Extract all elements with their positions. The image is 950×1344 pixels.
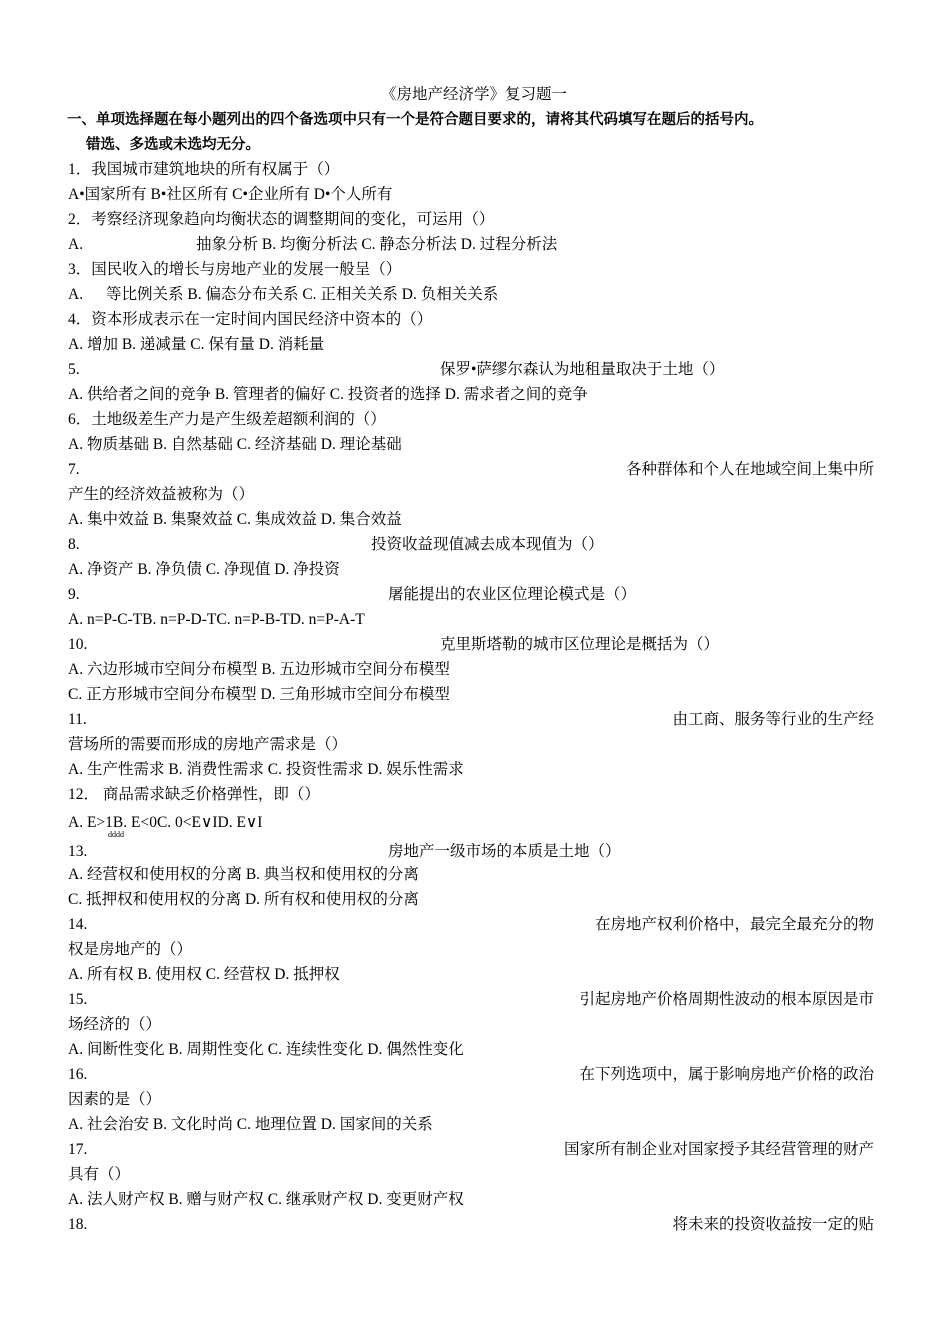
question-11-text: 由工商、服务等行业的生产经: [672, 711, 874, 728]
question-number: 17.: [68, 1141, 88, 1158]
question-11: [68, 710, 874, 730]
question-11-cont: 营场所的需要而形成的房地产需求是（）: [68, 736, 348, 753]
options-14: A. 所有权 B. 使用权 C. 经营权 D. 抵押权: [68, 966, 340, 983]
question-8: [68, 535, 874, 555]
question-10: [68, 635, 874, 655]
options-6: A. 物质基础 B. 自然基础 C. 经济基础 D. 理论基础: [68, 436, 402, 453]
subscript-marks: dddd: [108, 830, 124, 839]
question-16: [68, 1065, 874, 1085]
options-5: A. 供给者之间的竞争 B. 管理者的偏好 C. 投资者的选择 D. 需求者之间的竞争: [68, 386, 588, 403]
question-16-cont: 因素的是（）: [68, 1091, 162, 1108]
question-7-text: 各种群体和个人在地域空间上集中所: [625, 461, 874, 478]
question-7-cont: 产生的经济效益被称为（）: [68, 486, 255, 503]
question-number: 10.: [68, 636, 88, 653]
options-8: A. 净资产 B. 净负债 C. 净现值 D. 净投资: [68, 561, 340, 578]
options-13b: C. 抵押权和使用权的分离 D. 所有权和使用权的分离: [68, 891, 419, 908]
options-12: A. E>1B. E<0C. 0<E∨ID. E∨I: [68, 814, 263, 831]
options-3-text: 等比例关系 B. 偏态分布关系 C. 正相关关系 D. 负相关关系: [106, 286, 499, 303]
options-13a: A. 经营权和使用权的分离 B. 典当权和使用权的分离: [68, 866, 419, 883]
question-1: 1．我国城市建筑地块的所有权属于（）: [68, 161, 340, 178]
question-13-text: 房地产一级市场的本质是土地（）: [388, 843, 621, 860]
question-12: 12． 商品需求缺乏价格弹性，即（）: [68, 786, 320, 803]
question-number: 5.: [68, 361, 80, 378]
section-heading-cont: 错选、多选或未选均无分。: [86, 137, 260, 153]
options-4: A. 增加 B. 递减量 C. 保有量 D. 消耗量: [68, 336, 325, 353]
question-number: 7.: [68, 461, 80, 478]
question-15-cont: 场经济的（）: [68, 1016, 162, 1033]
question-10-text: 克里斯塔勒的城市区位理论是概括为（）: [440, 636, 720, 653]
question-9-text: 屠能提出的农业区位理论模式是（）: [388, 586, 637, 603]
options-7: A. 集中效益 B. 集聚效益 C. 集成效益 D. 集合效益: [68, 511, 402, 528]
question-number: 18.: [68, 1216, 88, 1233]
options-9: A. n=P-C-TB. n=P-D-TC. n=P-B-TD. n=P-A-T: [68, 611, 365, 628]
question-14-cont: 权是房地产的（）: [68, 941, 193, 958]
question-2: 2．考察经济现象趋向均衡状态的调整期间的变化，可运用（）: [68, 211, 495, 228]
options-17: A. 法人财产权 B. 赠与财产权 C. 继承财产权 D. 变更财产权: [68, 1191, 464, 1208]
question-18: [68, 1215, 874, 1235]
option-label: A.: [68, 236, 84, 253]
options-15: A. 间断性变化 B. 周期性变化 C. 连续性变化 D. 偶然性变化: [68, 1041, 464, 1058]
question-6: 6．土地级差生产力是产生级差超额利润的（）: [68, 411, 386, 428]
options-11: A. 生产性需求 B. 消费性需求 C. 投资性需求 D. 娱乐性需求: [68, 761, 464, 778]
question-13: [68, 842, 874, 862]
question-17: [68, 1140, 874, 1160]
question-number: 9.: [68, 586, 80, 603]
document-title: 《房地产经济学》复习题一: [380, 86, 567, 103]
option-label: A.: [68, 286, 84, 303]
question-number: 14.: [68, 916, 88, 933]
options-2-text: 抽象分析 B. 均衡分析法 C. 静态分析法 D. 过程分析法: [196, 236, 558, 253]
question-4: 4．资本形成表示在一定时间内国民经济中资本的（）: [68, 311, 433, 328]
options-16: A. 社会治安 B. 文化时尚 C. 地理位置 D. 国家间的关系: [68, 1116, 433, 1133]
question-number: 15.: [68, 991, 88, 1008]
question-16-text: 在下列选项中，属于影响房地产价格的政治: [579, 1066, 874, 1083]
question-3: 3．国民收入的增长与房地产业的发展一般呈（）: [68, 261, 402, 278]
options-2: [68, 235, 874, 255]
question-number: 8.: [68, 536, 80, 553]
options-10a: A. 六边形城市空间分布模型 B. 五边形城市空间分布模型: [68, 661, 450, 678]
options-1: A•国家所有 B•社区所有 C•企业所有 D•个人所有: [68, 186, 393, 203]
options-10b: C. 正方形城市空间分布模型 D. 三角形城市空间分布模型: [68, 686, 450, 703]
question-15: [68, 990, 874, 1010]
question-number: 11.: [68, 711, 87, 728]
options-3: [68, 285, 874, 305]
question-5: [68, 360, 874, 380]
question-18-text: 将未来的投资收益按一定的贴: [672, 1216, 874, 1233]
question-8-text: 投资收益现值减去成本现值为（）: [371, 536, 604, 553]
question-17-text: 国家所有制企业对国家授予其经营管理的财产: [563, 1141, 874, 1158]
question-number: 13.: [68, 843, 88, 860]
question-number: 16.: [68, 1066, 88, 1083]
question-17-cont: 具有（）: [68, 1166, 131, 1183]
section-heading: 一、单项选择题在每小题列出的四个备选项中只有一个是符合题目要求的，请将其代码填写在题后的括号内。: [67, 112, 763, 128]
question-14: [68, 915, 874, 935]
question-5-text: 保罗•萨缪尔森认为地租量取决于土地（）: [440, 361, 725, 378]
question-14-text: 在房地产权利价格中，最完全最充分的物: [594, 916, 874, 933]
question-7: [68, 460, 874, 480]
question-15-text: 引起房地产价格周期性波动的根本原因是市: [579, 991, 874, 1008]
question-9: [68, 585, 874, 605]
